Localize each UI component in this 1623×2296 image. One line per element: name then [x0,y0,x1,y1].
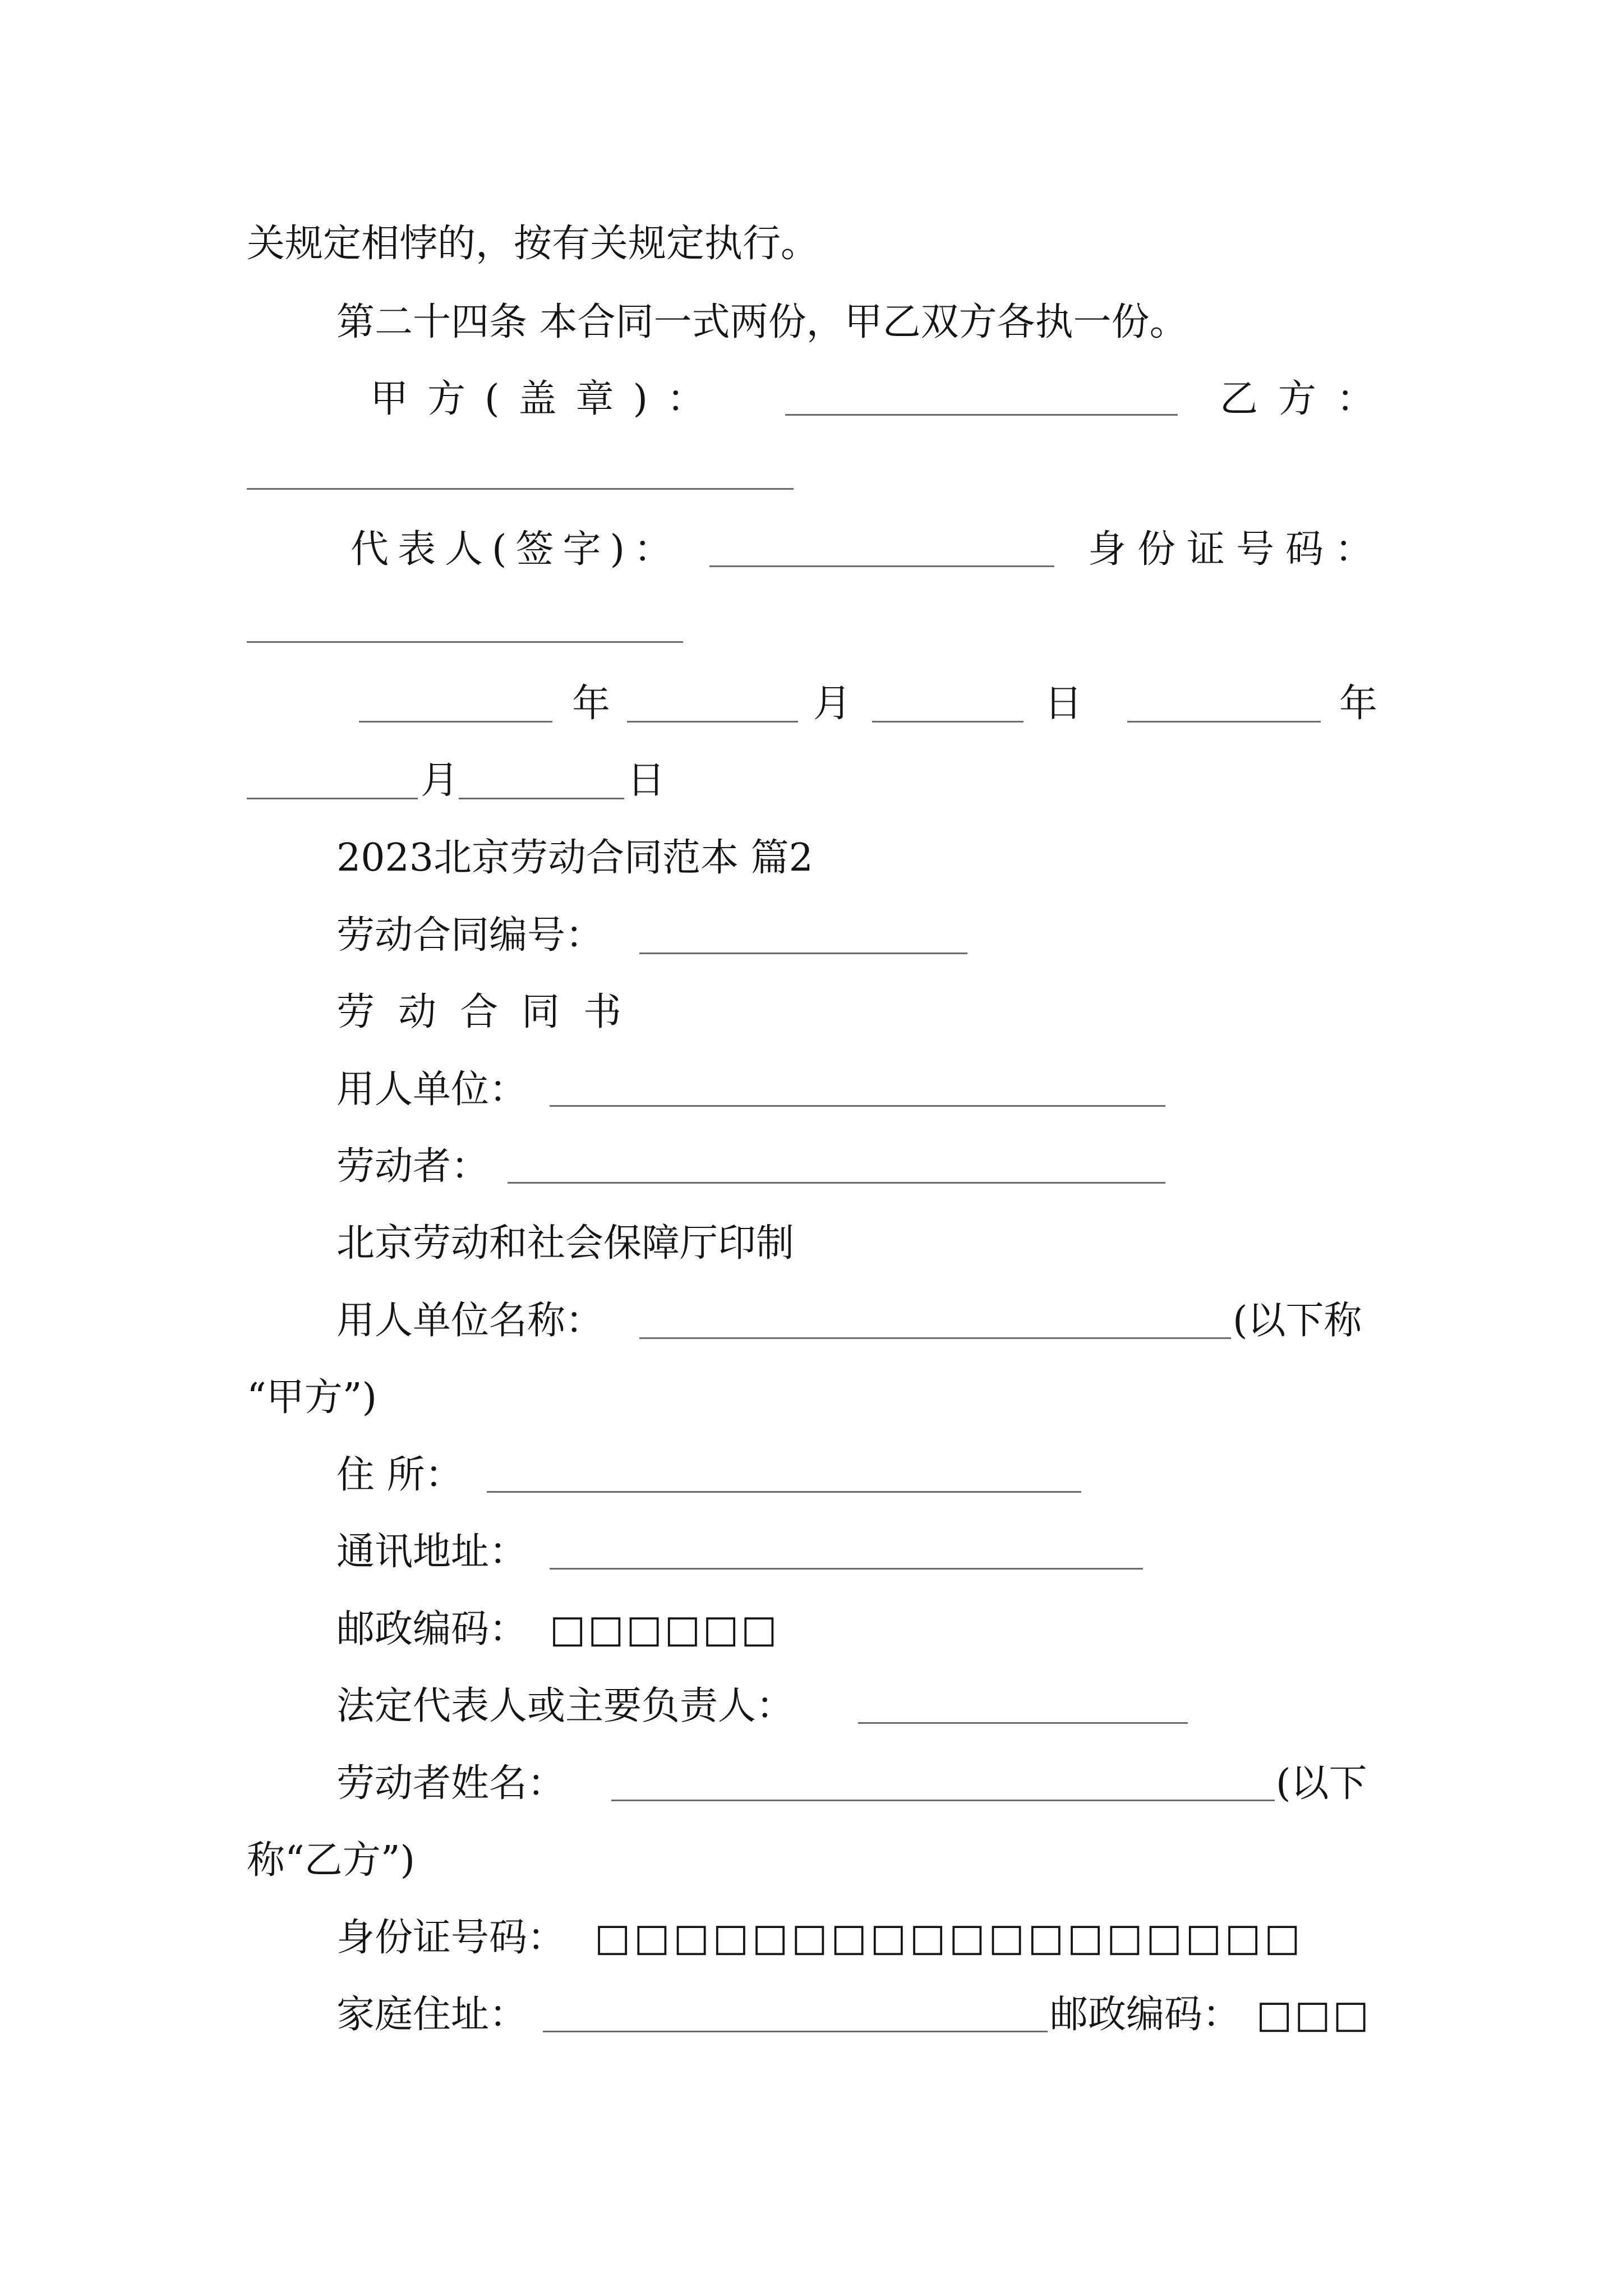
section-heading: 2023北京劳动合同范本 篇2 [336,836,813,880]
party-a-label: 甲方(盖章)： [370,377,725,421]
year-blank-b[interactable] [1127,721,1321,723]
month-label-a: 月 [813,682,852,726]
worker-name-label: 劳动者姓名： [336,1761,566,1806]
clause-tail: 关规定相悖的，按有关规定执行。 [247,222,819,266]
clause-24: 第二十四条 本合同一式两份，甲乙双方各执一份。 [336,300,1188,344]
residence-blank[interactable] [487,1491,1081,1493]
id-number-boxes[interactable]: □□□□□□□□□□□□□□□□□□ [594,1916,1304,1960]
legal-rep-label: 法定代表人或主要负责人： [336,1684,795,1728]
year-label-b: 年 [1339,682,1378,726]
employer-label: 用人单位： [336,1068,528,1112]
worker-name-cont: 称“乙方”) [247,1838,416,1883]
month-blank-a[interactable] [627,721,798,723]
day-label-a: 日 [1044,682,1083,726]
home-postcode-boxes[interactable]: □□□ [1256,1993,1371,2037]
employer-name-cont: “甲方”) [247,1375,377,1420]
year-label-a: 年 [572,682,611,726]
party-a-blank[interactable] [785,414,1178,416]
representative-label: 代表人(签字)： [351,527,681,572]
day-label-b: 日 [627,758,666,803]
contract-title: 劳动合同书 [336,990,645,1034]
id-number-label-top: 身份证号码： [1088,527,1385,572]
party-b-label: 乙方： [1220,377,1395,421]
legal-rep-blank[interactable] [858,1722,1188,1724]
worker-blank[interactable] [508,1182,1165,1184]
month-label-b: 月 [421,758,459,803]
postcode-boxes[interactable]: □□□□□□ [550,1607,780,1651]
id-number-label: 身份证号码： [336,1916,566,1960]
employer-name-blank[interactable] [639,1337,1231,1339]
contract-number-label: 劳动合同编号： [336,913,604,958]
employer-blank[interactable] [550,1105,1165,1107]
worker-name-suffix: (以下 [1276,1761,1367,1806]
year-blank-a[interactable] [359,721,552,723]
employer-name-label: 用人单位名称： [336,1299,604,1343]
day-blank-a[interactable] [872,721,1023,723]
home-postcode-label: 邮政编码： [1050,1993,1241,2037]
home-address-label: 家庭住址： [336,1993,528,2037]
address-label: 通讯地址： [336,1530,528,1574]
contract-number-blank[interactable] [639,953,967,954]
postcode-label: 邮政编码： [336,1607,528,1651]
party-b-blank[interactable] [247,488,794,490]
id-number-blank-top[interactable] [247,641,683,643]
home-address-blank[interactable] [543,2031,1048,2032]
printer-line: 北京劳动和社会保障厅印制 [336,1221,795,1266]
address-blank[interactable] [550,1568,1143,1570]
month-blank-b[interactable] [247,798,418,799]
representative-blank[interactable] [709,565,1054,567]
residence-label: 住 所： [336,1453,463,1497]
worker-label: 劳动者： [336,1144,490,1189]
worker-name-blank[interactable] [611,1800,1275,1801]
day-blank-b[interactable] [459,798,624,799]
employer-name-suffix: (以下称 [1233,1299,1362,1343]
